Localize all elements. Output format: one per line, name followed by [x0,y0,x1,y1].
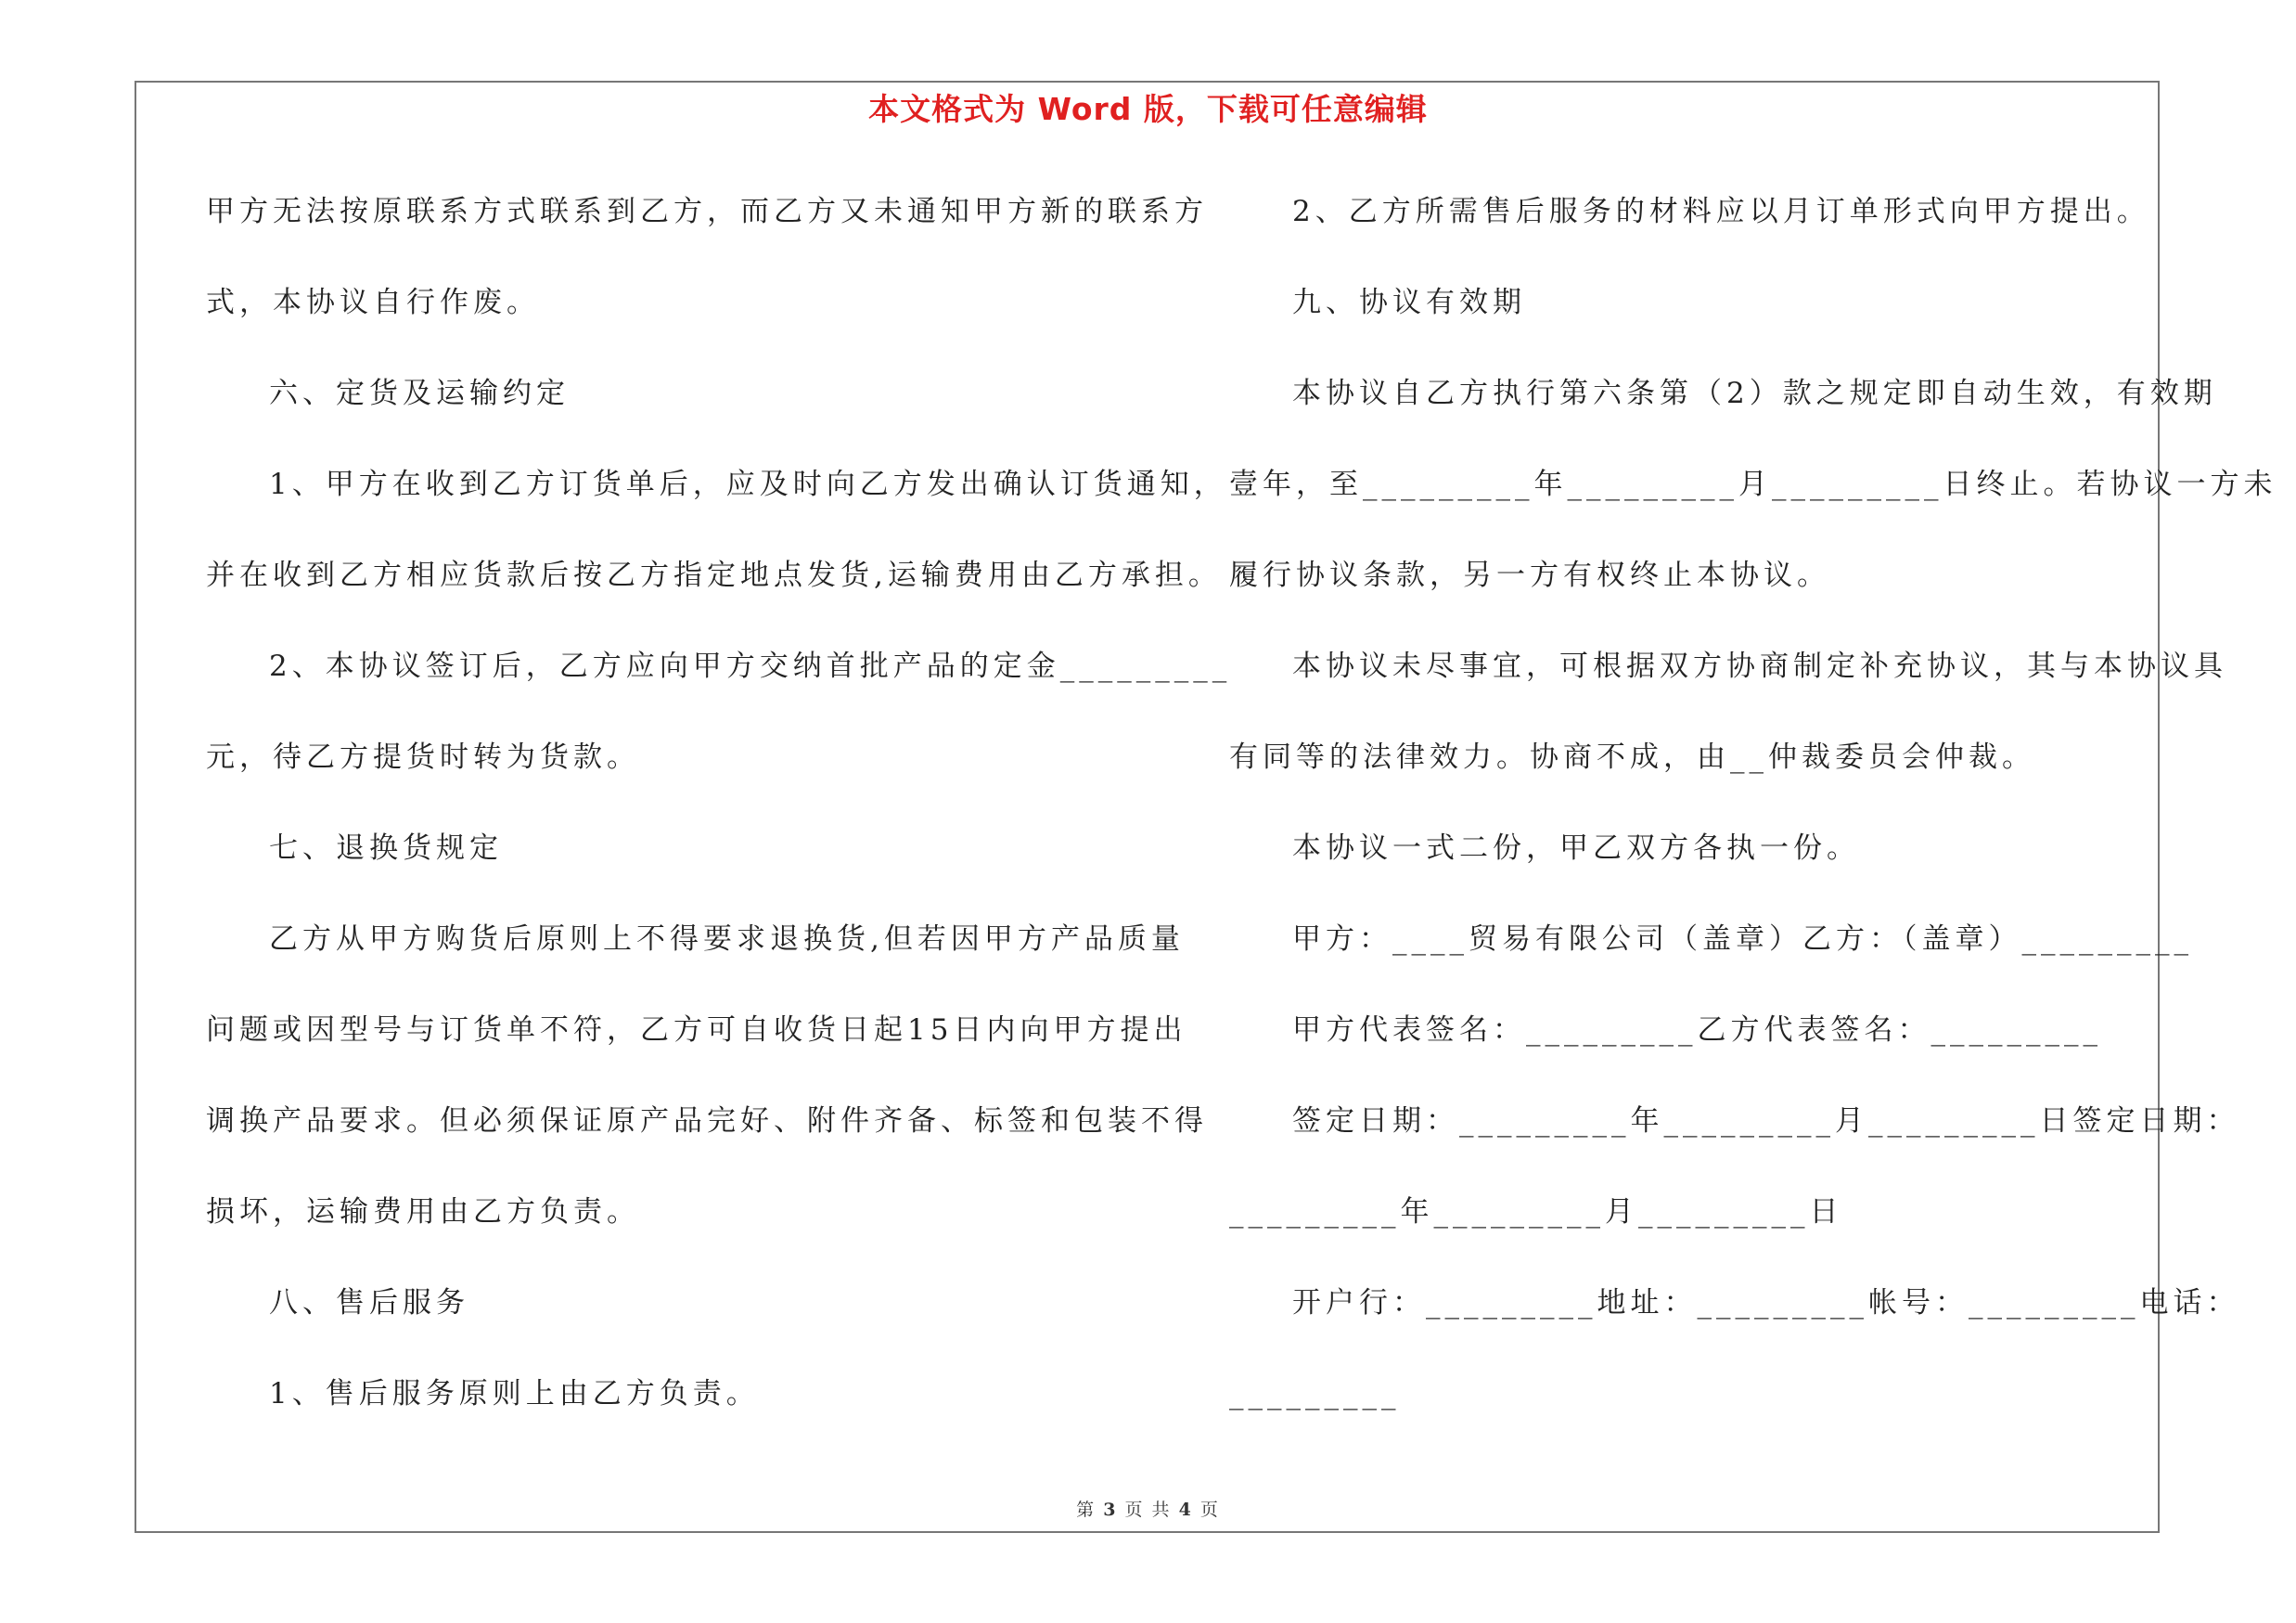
current-page-number: 3 [1103,1500,1118,1520]
text-line: 式，本协议自行作废。 [206,286,540,319]
text-line: 元，待乙方提货时转为货款。 [206,741,640,774]
section-heading: 七、退换货规定 [269,831,503,865]
text-line: 调换产品要求。但必须保证原产品完好、附件齐备、标签和包装不得 [206,1104,1208,1138]
text-line: 2、本协议签订后，乙方应向甲方交纳首批产品的定金_________ [269,650,1232,683]
section-heading: 六、定货及运输约定 [269,377,570,410]
text-line: 1、甲方在收到乙方订货单后，应及时向乙方发出确认订货通知， [269,468,1227,501]
text-line: 本协议一式二份，甲乙双方各执一份。 [1292,831,1860,865]
bank-info-line: 开户行：_________地址：_________帐号：_________电话： [1292,1286,2240,1320]
footer-middle: 页 共 [1124,1500,1172,1520]
text-line: 有同等的法律效力。协商不成，由__仲裁委员会仲裁。 [1229,741,2035,774]
page-number-footer [0,1496,2296,1521]
text-line: 履行协议条款，另一方有权终止本协议。 [1229,559,1830,592]
text-line: 乙方从甲方购货后原则上不得要求退换货,但若因甲方产品质量 [269,922,1185,956]
right-column [1229,186,2277,1459]
bank-info-line: _________ [1229,1377,1401,1410]
text-line: 问题或因型号与订货单不符，乙方可自收货日起15日内向甲方提出 [206,1013,1187,1047]
text-line: 2、乙方所需售后服务的材料应以月订单形式向甲方提出。 [1292,195,2150,228]
section-heading: 九、协议有效期 [1292,286,1526,319]
text-line: 1、售后服务原则上由乙方负责。 [269,1377,760,1410]
format-notice-banner: 本文格式为 Word 版，下载可任意编辑 [868,91,1428,127]
text-line: 本协议未尽事宜，可根据双方协商制定补充协议，其与本协议具 [1292,650,2227,683]
text-line: 并在收到乙方相应货款后按乙方指定地点发货,运输费用由乙方承担。 [206,559,1222,592]
section-heading: 八、售后服务 [269,1286,469,1320]
text-line: 损坏，运输费用由乙方负责。 [206,1195,640,1229]
footer-suffix: 页 [1199,1500,1220,1520]
signature-line: 甲方：____贸易有限公司（盖章）乙方：（盖章）_________ [1292,922,2193,956]
date-line: _________年_________月_________日 [1229,1195,1843,1229]
text-line: 本协议自乙方执行第六条第（2）款之规定即自动生效，有效期 [1292,377,2217,410]
left-column [206,186,1232,1459]
signature-line: 甲方代表签名：_________乙方代表签名：_________ [1292,1013,2102,1047]
date-line: 签定日期：_________年_________月_________日签定日期： [1292,1104,2240,1138]
text-line: 甲方无法按原联系方式联系到乙方，而乙方又未通知甲方新的联系方 [206,195,1208,228]
total-page-count: 4 [1178,1500,1193,1520]
text-line: 壹年，至_________年_________月_________日终止。若协议一方未 [1229,468,2277,501]
footer-prefix: 第 [1076,1500,1097,1520]
